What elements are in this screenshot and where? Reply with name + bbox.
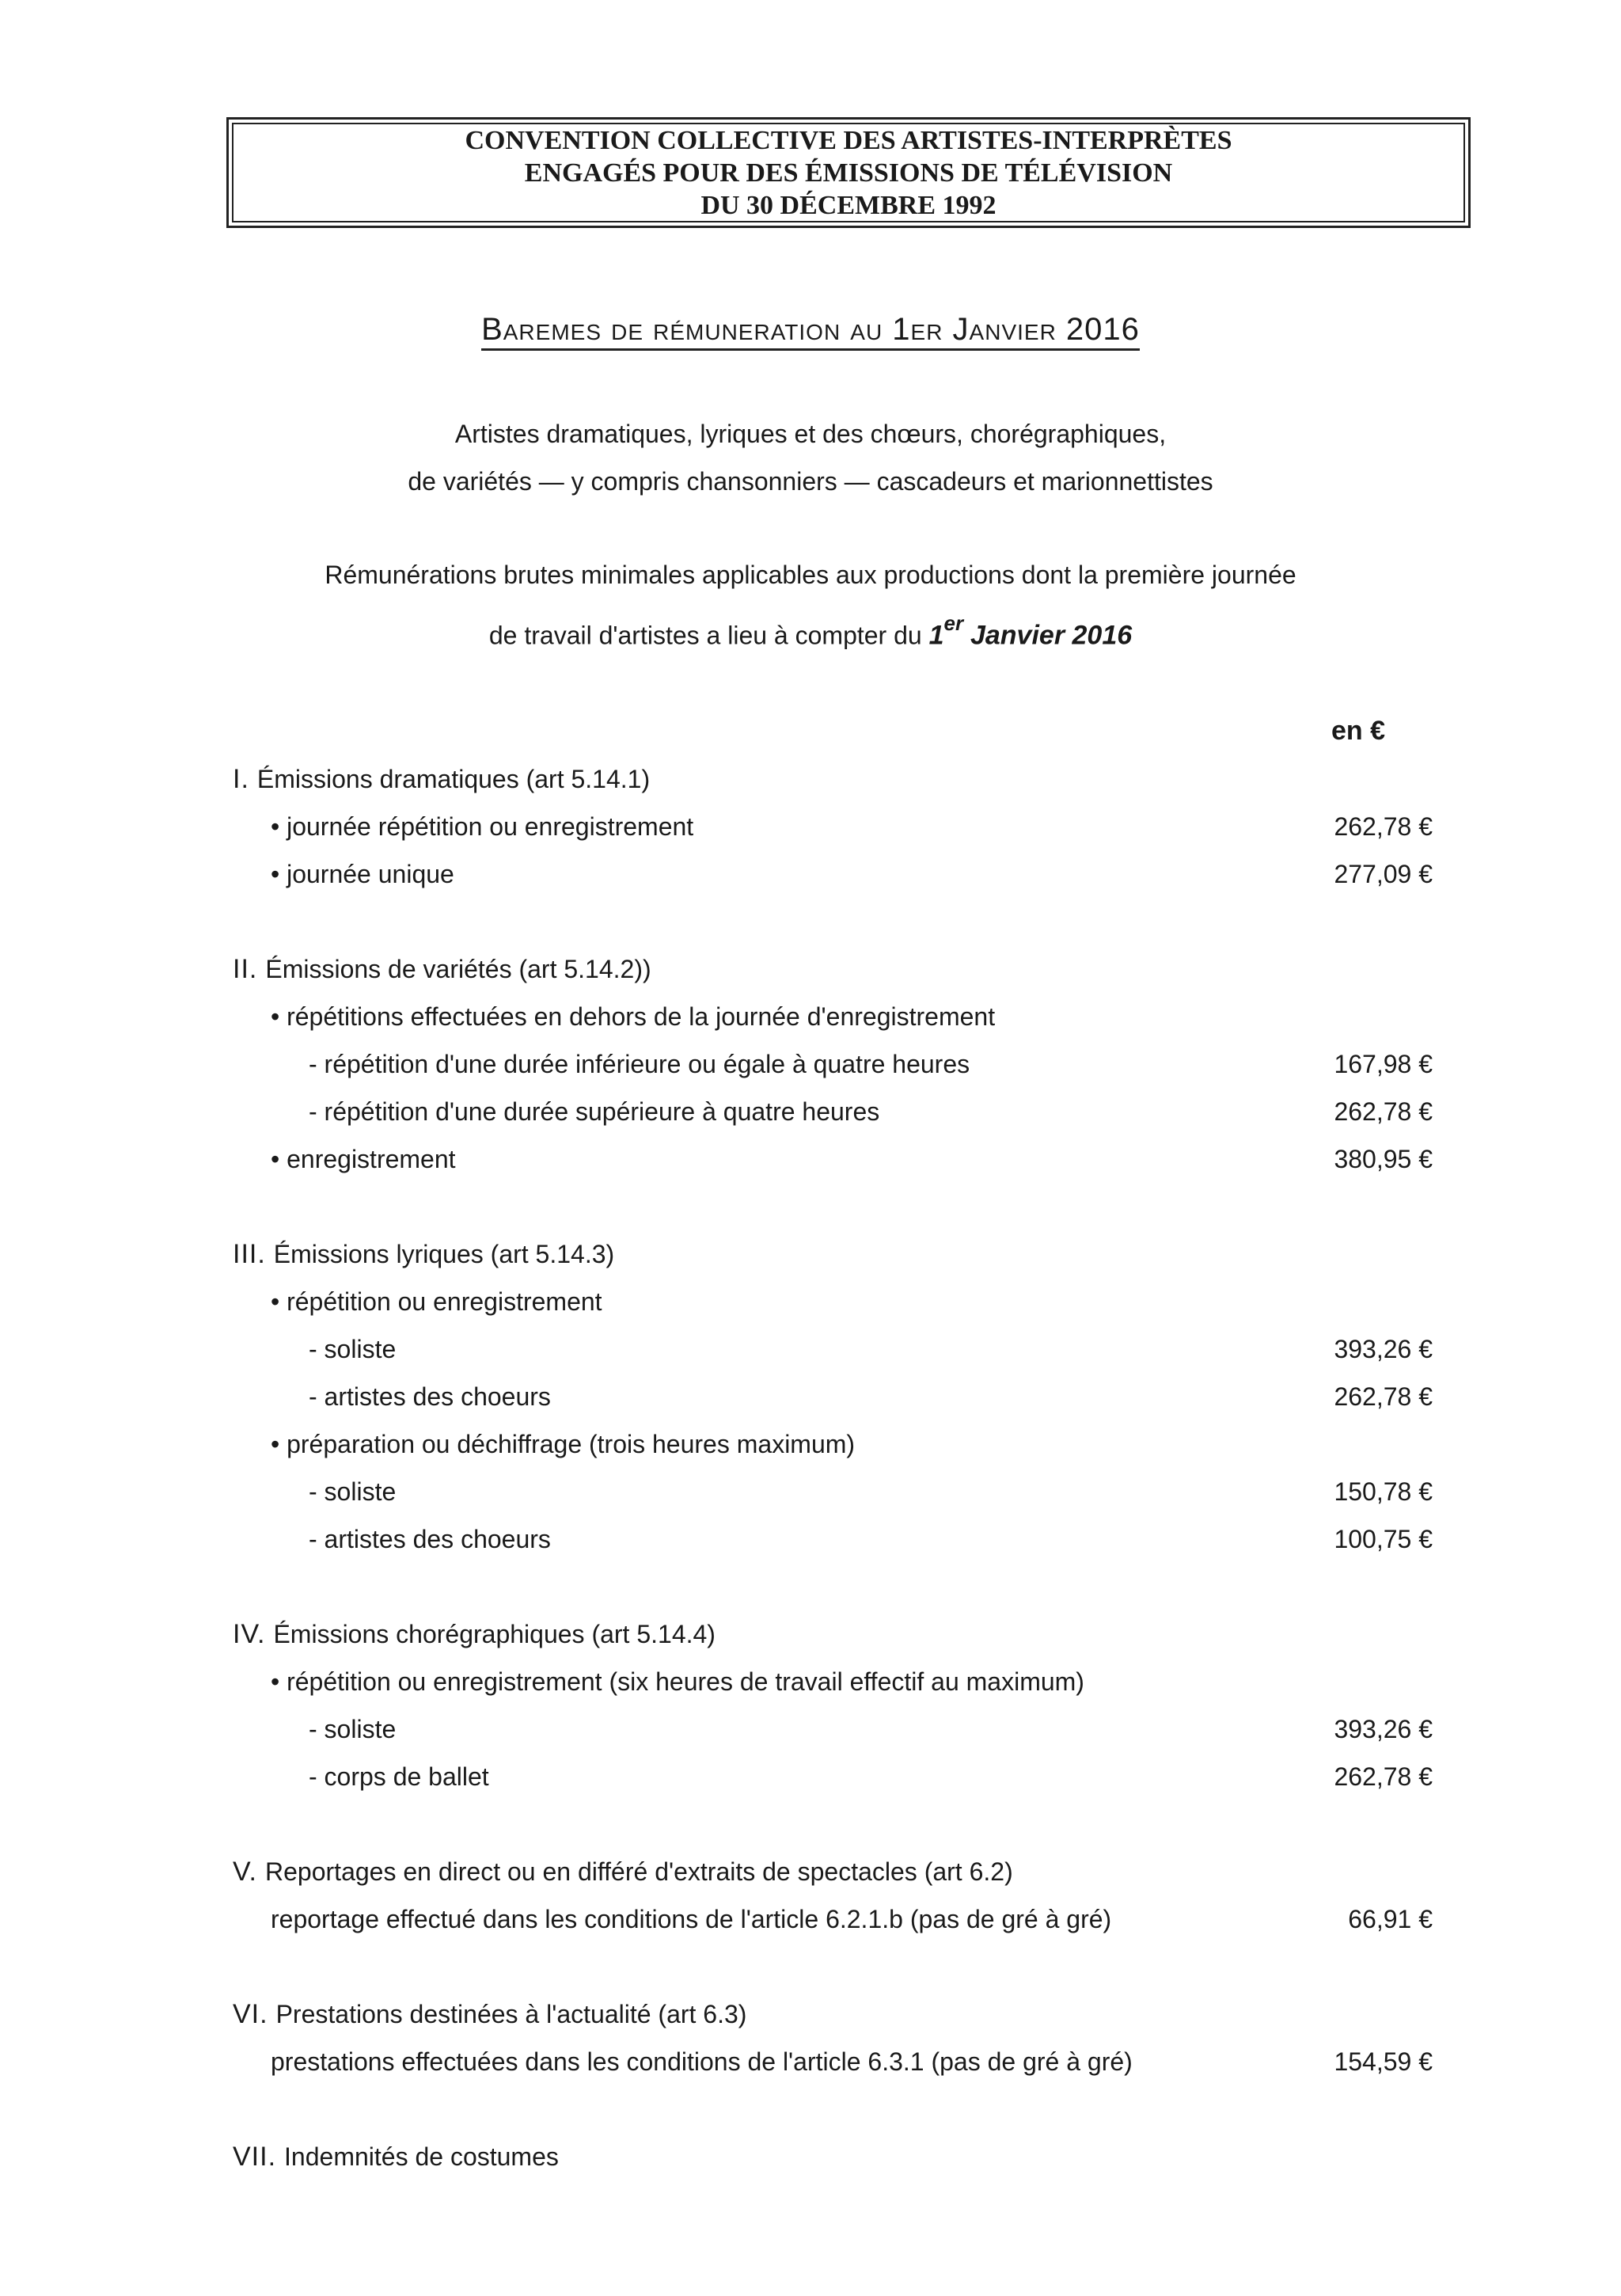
rate-label: - soliste (309, 1477, 397, 1506)
header-line-1: CONVENTION COLLECTIVE DES ARTISTES-INTERPRÈTES (465, 125, 1232, 155)
rate-amount: 100,75 € (1334, 1525, 1433, 1553)
rate-label: prestations effectuées dans les conditions de l'article 6.3.1 (pas de gré à gré) (271, 2047, 1133, 2076)
section-heading (0, 1854, 1621, 1889)
header-inner (232, 123, 1465, 222)
rate-row (0, 809, 1621, 844)
subtitle-line-2: de variétés — y compris chansonniers — cascadeurs et marionnettistes (408, 467, 1213, 496)
intro-line-1: Rémunérations brutes minimales applicables aux productions dont la première journée (325, 561, 1296, 589)
rate-amount: 167,98 € (1334, 1050, 1433, 1078)
section-title: Émissions lyriques (art 5.14.3) (273, 1240, 615, 1268)
section-number: IV. (233, 1619, 266, 1649)
rate-row (0, 1142, 1621, 1177)
section-heading (0, 1617, 1621, 1652)
header-box (226, 117, 1471, 228)
rate-amount: 393,26 € (1334, 1335, 1433, 1363)
rate-row (0, 1759, 1621, 1794)
rate-label: • préparation ou déchiffrage (trois heures maximum) (271, 1430, 856, 1458)
rate-amount: 262,78 € (1334, 1762, 1433, 1791)
section-title: Émissions de variétés (art 5.14.2)) (265, 955, 651, 983)
section-heading (0, 1997, 1621, 2032)
section-heading (0, 2139, 1621, 2174)
section-number: I. (233, 764, 249, 794)
rate-row (0, 1094, 1621, 1129)
rate-label: - artistes des choeurs (309, 1525, 551, 1553)
section-heading-label (233, 1854, 1013, 1889)
rate-label: - soliste (309, 1335, 397, 1363)
rate-row (0, 1664, 1621, 1699)
rate-row (0, 1522, 1621, 1557)
section-title: Prestations destinées à l'actualité (art 6.3) (275, 2000, 747, 2028)
rate-row (0, 1474, 1621, 1509)
rate-amount: 154,59 € (1334, 2047, 1433, 2076)
section-heading-label (233, 2139, 559, 2174)
page-title (0, 312, 1621, 348)
rate-row (0, 1047, 1621, 1081)
section-heading (0, 762, 1621, 796)
section-heading-label (233, 762, 650, 796)
section-number: VII. (233, 2142, 277, 2172)
rate-label: • répétition ou enregistrement (six heures de travail effectif au maximum) (271, 1667, 1084, 1696)
intro-line-2-prefix: de travail d'artistes a lieu à compter du (488, 621, 922, 650)
section-heading (0, 1237, 1621, 1272)
rate-label: reportage effectué dans les conditions de l'article 6.2.1.b (pas de gré à gré) (271, 1905, 1112, 1933)
section-heading-label (233, 1617, 716, 1652)
rate-amount: 262,78 € (1334, 812, 1433, 841)
rate-label: • répétition ou enregistrement (271, 1287, 602, 1316)
intro-date-day: 1 (928, 620, 944, 651)
rate-amount: 262,78 € (1334, 1382, 1433, 1411)
section-heading-label (233, 1237, 614, 1272)
rate-row (0, 999, 1621, 1034)
rate-label: • répétitions effectuées en dehors de la journée d'enregistrement (271, 1002, 996, 1031)
rate-label: • enregistrement (271, 1145, 456, 1173)
intro-date-month-year: Janvier 2016 (970, 620, 1133, 651)
rate-row (0, 1332, 1621, 1367)
header-line-3: DU 30 DÉCEMBRE 1992 (700, 190, 997, 220)
section-number: VI. (233, 1999, 268, 2029)
rate-row (0, 2044, 1621, 2079)
rate-row (0, 1712, 1621, 1747)
section-title: Émissions chorégraphiques (art 5.14.4) (273, 1620, 716, 1648)
rate-row (0, 1379, 1621, 1414)
section-heading-label (233, 952, 651, 986)
section-heading-label (233, 1997, 746, 2032)
section-number: V. (233, 1857, 258, 1887)
rate-amount: 66,91 € (1348, 1905, 1433, 1933)
intro-date-sup: er (943, 611, 964, 635)
rate-label: • journée répétition ou enregistrement (271, 812, 694, 841)
page-title-text: Baremes de rémuneration au 1er Janvier 2016 (481, 312, 1140, 351)
rate-row (0, 857, 1621, 891)
rate-label: - corps de ballet (309, 1762, 489, 1791)
section-number: III. (233, 1239, 266, 1269)
intro-line-2 (0, 611, 1621, 652)
rate-row (0, 1902, 1621, 1937)
rate-amount: 277,09 € (1334, 860, 1433, 888)
rate-label: - artistes des choeurs (309, 1382, 551, 1411)
subtitle-line-1: Artistes dramatiques, lyriques et des chœurs, chorégraphiques, (454, 420, 1167, 448)
rate-label: • journée unique (271, 860, 454, 888)
unit-label: en € (1331, 716, 1386, 746)
rate-amount: 380,95 € (1334, 1145, 1433, 1173)
rate-amount: 150,78 € (1334, 1477, 1433, 1506)
rate-row (0, 1427, 1621, 1462)
rate-label: - soliste (309, 1715, 397, 1743)
header-line-2: ENGAGÉS POUR DES ÉMISSIONS DE TÉLÉVISION (524, 158, 1173, 188)
rate-label: - répétition d'une durée supérieure à quatre heures (309, 1097, 880, 1126)
section-number: II. (233, 954, 258, 984)
section-heading (0, 952, 1621, 986)
section-title: Indemnités de costumes (284, 2142, 559, 2171)
rate-row (0, 1284, 1621, 1319)
rate-label: - répétition d'une durée inférieure ou égale à quatre heures (309, 1050, 970, 1078)
rate-amount: 262,78 € (1334, 1097, 1433, 1126)
section-title: Émissions dramatiques (art 5.14.1) (256, 765, 651, 793)
section-title: Reportages en direct ou en différé d'extraits de spectacles (art 6.2) (265, 1857, 1013, 1886)
rate-amount: 393,26 € (1334, 1715, 1433, 1743)
